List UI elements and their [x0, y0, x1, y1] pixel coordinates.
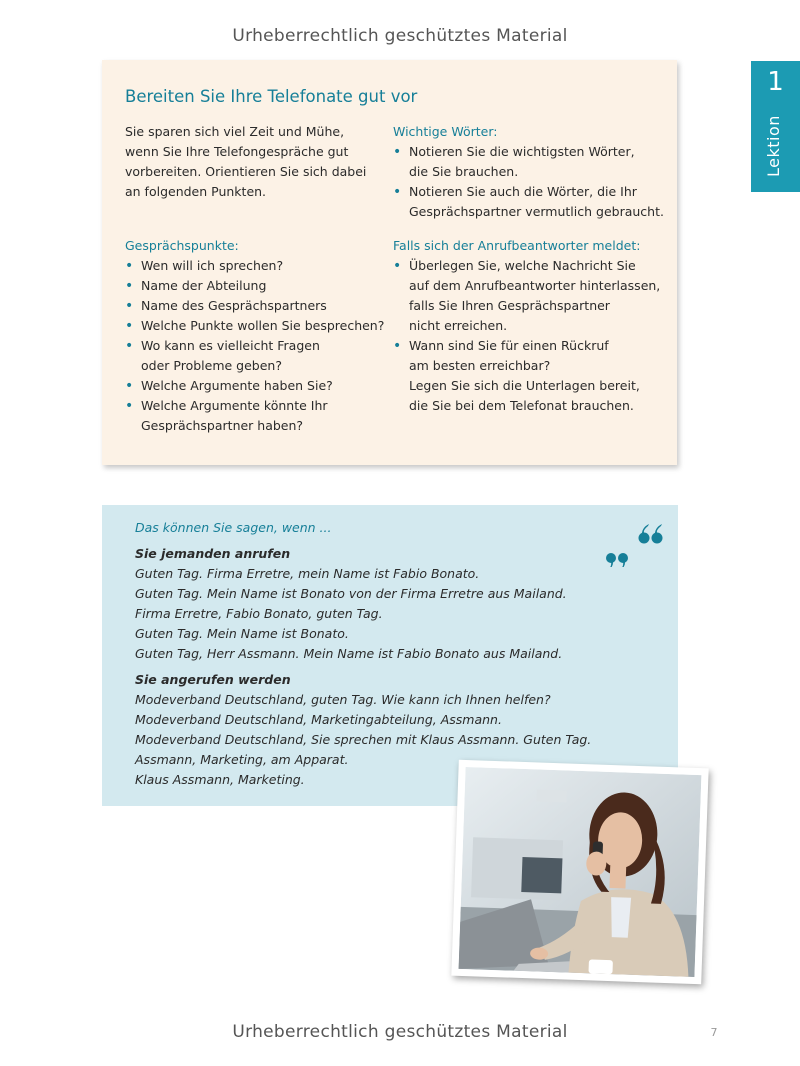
list-item: • Welche Argumente könnte Ihr Gesprächspartner haben?	[125, 396, 385, 436]
answering-machine-heading: Falls sich der Anrufbeantworter meldet:	[393, 238, 641, 253]
phrase-line: Guten Tag, Herr Assmann. Mein Name ist Fabio Bonato aus Mailand.	[135, 646, 563, 661]
tips-intro-line: wenn Sie Ihre Telefongespräche gut	[125, 144, 349, 159]
list-item: • Welche Argumente haben Sie?	[125, 376, 385, 396]
phrases-box	[102, 505, 678, 806]
phrase-line: Guten Tag. Mein Name ist Bonato von der Firma Erretre aus Mailand.	[135, 586, 567, 601]
watermark-top: Urheberrechtlich geschütztes Material	[232, 26, 568, 46]
talking-points-section	[125, 236, 385, 436]
key-words-list	[393, 142, 673, 222]
photo-image	[459, 767, 702, 977]
list-item: • Name der Abteilung	[125, 276, 385, 296]
list-item: • Name des Gesprächspartners	[125, 296, 385, 316]
tips-box	[102, 60, 677, 465]
phrase-line: Firma Erretre, Fabio Bonato, guten Tag.	[135, 606, 383, 621]
page-number: 7	[710, 1026, 718, 1039]
lektion-number: 1	[767, 67, 784, 97]
called-heading: Sie angerufen werden	[135, 672, 291, 687]
tips-intro-line: vorbereiten. Orientieren Sie sich dabei	[125, 164, 367, 179]
phrase-line: Klaus Assmann, Marketing.	[135, 772, 305, 787]
tips-intro	[125, 122, 375, 202]
tips-title: Bereiten Sie Ihre Telefonate gut vor	[125, 87, 418, 106]
answering-machine-section	[393, 236, 673, 416]
talking-points-list	[125, 256, 385, 436]
quotation-marks-icon	[602, 517, 672, 567]
phrase-line: Modeverband Deutschland, guten Tag. Wie kann ich Ihnen helfen?	[135, 692, 551, 707]
phrase-line: Modeverband Deutschland, Sie sprechen mit Klaus Assmann. Guten Tag.	[135, 732, 592, 747]
key-words-section	[393, 122, 673, 222]
list-item: • Wo kann es vielleicht Fragen oder Probleme geben?	[125, 336, 385, 376]
list-item: • Notieren Sie die wichtigsten Wörter, die Sie brauchen.	[393, 142, 673, 182]
phrase-line: Modeverband Deutschland, Marketingabteilung, Assmann.	[135, 712, 502, 727]
list-item: • Welche Punkte wollen Sie besprechen?	[125, 316, 385, 336]
tips-intro-line: Sie sparen sich viel Zeit und Mühe,	[125, 124, 345, 139]
answering-machine-list	[393, 256, 673, 416]
list-item: • Wann sind Sie für einen Rückruf am besten erreichbar? Legen Sie sich die Unterlagen bereit, die Sie bei dem Telefonat brauchen.	[393, 336, 673, 416]
phrases-intro: Das können Sie sagen, wenn ...	[135, 520, 332, 535]
list-item: • Wen will ich sprechen?	[125, 256, 385, 276]
list-item: • Notieren Sie auch die Wörter, die Ihr Gesprächspartner vermutlich gebraucht.	[393, 182, 673, 222]
calling-heading: Sie jemanden anrufen	[135, 546, 291, 561]
phrase-line: Guten Tag. Mein Name ist Bonato.	[135, 626, 349, 641]
lektion-label: Lektion	[764, 115, 783, 177]
key-words-heading: Wichtige Wörter:	[393, 124, 498, 139]
woman-on-phone-photo	[451, 760, 708, 985]
phrase-line: Assmann, Marketing, am Apparat.	[135, 752, 349, 767]
tips-intro-line: an folgenden Punkten.	[125, 184, 267, 199]
talking-points-heading: Gesprächspunkte:	[125, 238, 239, 253]
list-item: • Überlegen Sie, welche Nachricht Sie auf dem Anrufbeantworter hinterlassen, falls Sie Ihren Gesprächspartner nicht erreichen.	[393, 256, 673, 336]
phrase-line: Guten Tag. Firma Erretre, mein Name ist Fabio Bonato.	[135, 566, 480, 581]
watermark-bottom: Urheberrechtlich geschütztes Material	[232, 1022, 568, 1042]
lektion-tab	[751, 61, 800, 192]
phrases-content	[135, 518, 615, 790]
